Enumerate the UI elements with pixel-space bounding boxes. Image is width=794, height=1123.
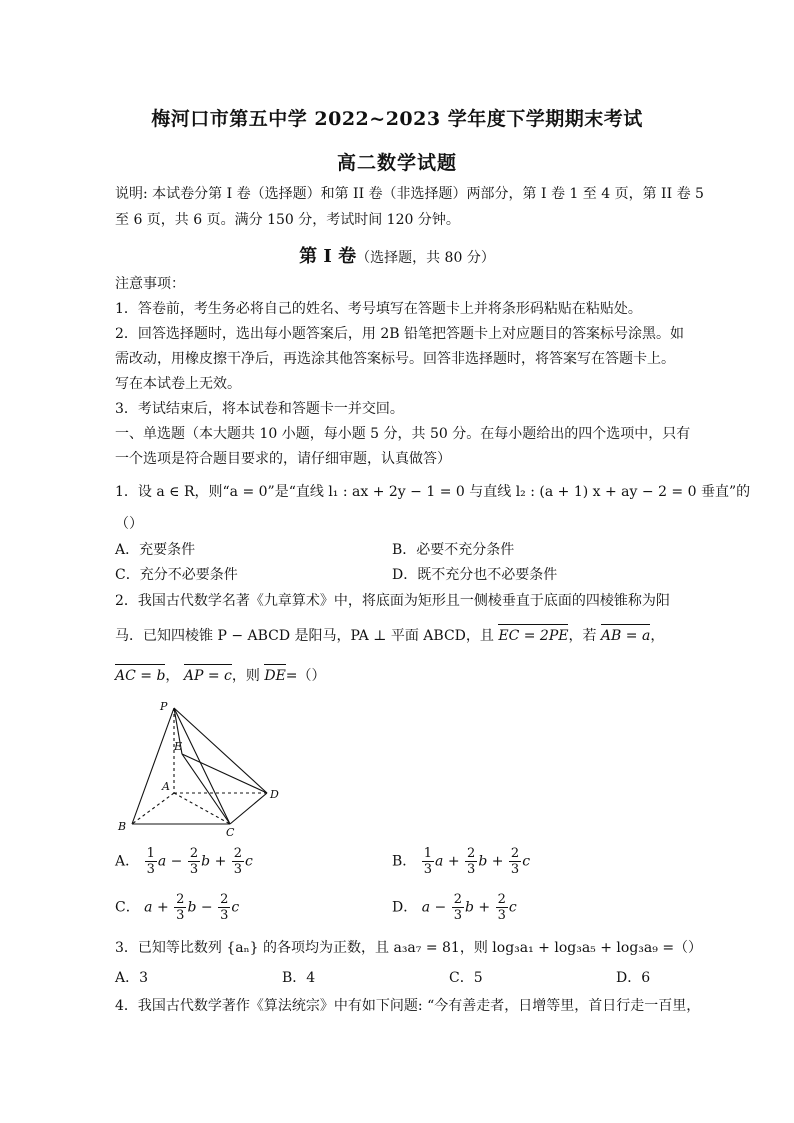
q1-option-d: D．既不充分也不必要条件	[392, 567, 558, 583]
pyramid-figure	[112, 698, 292, 838]
vector-ap: AP = c	[183, 668, 232, 684]
q1-paren: （）	[115, 516, 143, 532]
q3-option-c: C．5	[449, 970, 483, 986]
section-title	[0, 242, 794, 268]
q1-option-a: A．充要条件	[115, 542, 196, 558]
q2-option-b: B． $\frac{1}{3}$ a + $\frac{2}{3}$ b + $\frac{2}{3}$ c	[392, 846, 531, 877]
vector-de: DE	[264, 668, 286, 684]
q2-line-2	[115, 626, 685, 646]
q2-sep-1: ，	[165, 668, 180, 684]
q3-option-b: B．4	[282, 970, 316, 986]
q2-text-c: ，若	[568, 628, 597, 644]
intro-line-1: 说明: 本试卷分第 I 卷（选择题）和第 II 卷（非选择题）两部分，第 I 卷 1 至 4 页，第 II 卷 5	[115, 186, 704, 202]
exam-subtitle: 高二数学试题	[336, 152, 457, 174]
notice-item-1: 1．答卷前，考生务必将自己的姓名、考号填写在答题卡上并将条形码粘贴在粘贴处。	[115, 301, 642, 317]
notice-item-2-end: 写在本试卷上无效。	[115, 376, 241, 392]
part1-line-2: 一个选项是符合题目要求的，请仔细审题，认真做答）	[115, 451, 451, 467]
q2-paren: =（）	[285, 668, 326, 684]
q2-line-3	[115, 666, 685, 686]
notice-item-3: 3．考试结束后，将本试卷和答题卡一并交回。	[115, 401, 404, 417]
vector-ab: AB = a	[600, 628, 651, 644]
vector-ac: AC = b	[115, 668, 166, 684]
notice-item-2-cont: 需改动，用橡皮擦干净后，再选涂其他答案标号。回答非选择题时，将答案写在答题卡上。	[115, 351, 675, 367]
label-p: P	[160, 700, 168, 713]
section-note: （选择题，共 80 分）	[356, 250, 495, 266]
q2-text-a: 马．已知四棱锥 P − ABCD 是阳马，PA ⊥ 平面 ABCD，且	[115, 628, 494, 644]
q1-option-b: B．必要不充分条件	[392, 542, 515, 558]
vector-ec: EC = 2PE	[498, 628, 569, 644]
notice-item-2: 2．回答选择题时，选出每小题答案后，用 2B 铅笔把答题卡上对应题目的答案标号涂黑。如	[115, 326, 685, 342]
q2-option-d: D． a − $\frac{2}{3}$ b + $\frac{2}{3}$ c	[392, 892, 517, 923]
notice-head: 注意事项：	[115, 276, 185, 292]
intro-line-2: 至 6 页，共 6 页。满分 150 分，考试时间 120 分钟。	[115, 212, 460, 228]
section-name: 第 I 卷	[299, 246, 357, 267]
label-d: D	[270, 788, 279, 801]
q4-stem: 4．我国古代数学著作《算法统宗》中有如下问题: “今有善走者，日增等里，首日行走一百里，	[115, 998, 701, 1014]
q3-stem: 3．已知等比数列 {aₙ} 的各项均为正数，且 a₃a₇ = 81，则 log₃a₁ + log₃a₅ + log₃a₉ =（）	[115, 940, 703, 956]
label-c: C	[226, 826, 235, 838]
label-e: E	[174, 740, 183, 753]
q2-option-c: C． a + $\frac{2}{3}$ b − $\frac{2}{3}$ c	[115, 892, 240, 923]
q2-text-e: ，	[650, 628, 665, 644]
q2-option-a: A． $\frac{1}{3}$ a − $\frac{2}{3}$ b + $\frac{2}{3}$ c	[115, 846, 253, 877]
q1-stem: 1．设 a ∈ R，则“a = 0”是“直线 l₁ : ax + 2y − 1 = 0 与直线 l₂ : (a + 1) x + ay − 2 = 0 垂直”的	[115, 484, 751, 500]
q3-option-d: D．6	[616, 970, 651, 986]
part1-line-1: 一、单选题（本大题共 10 小题，每小题 5 分，共 50 分。在每小题给出的四个选项中，只有	[115, 426, 691, 442]
q3-option-a: A．3	[115, 970, 149, 986]
q2-line-1: 2．我国古代数学名著《九章算术》中，将底面为矩形且一侧棱垂直于底面的四棱锥称为阳	[115, 593, 670, 609]
label-a: A	[162, 780, 170, 793]
exam-title: 梅河口市第五中学 2022~2023 学年度下学期期末考试	[151, 108, 643, 130]
q1-option-c: C．充分不必要条件	[115, 567, 238, 583]
label-b: B	[118, 820, 127, 833]
q2-sep-2: ，则	[231, 668, 260, 684]
